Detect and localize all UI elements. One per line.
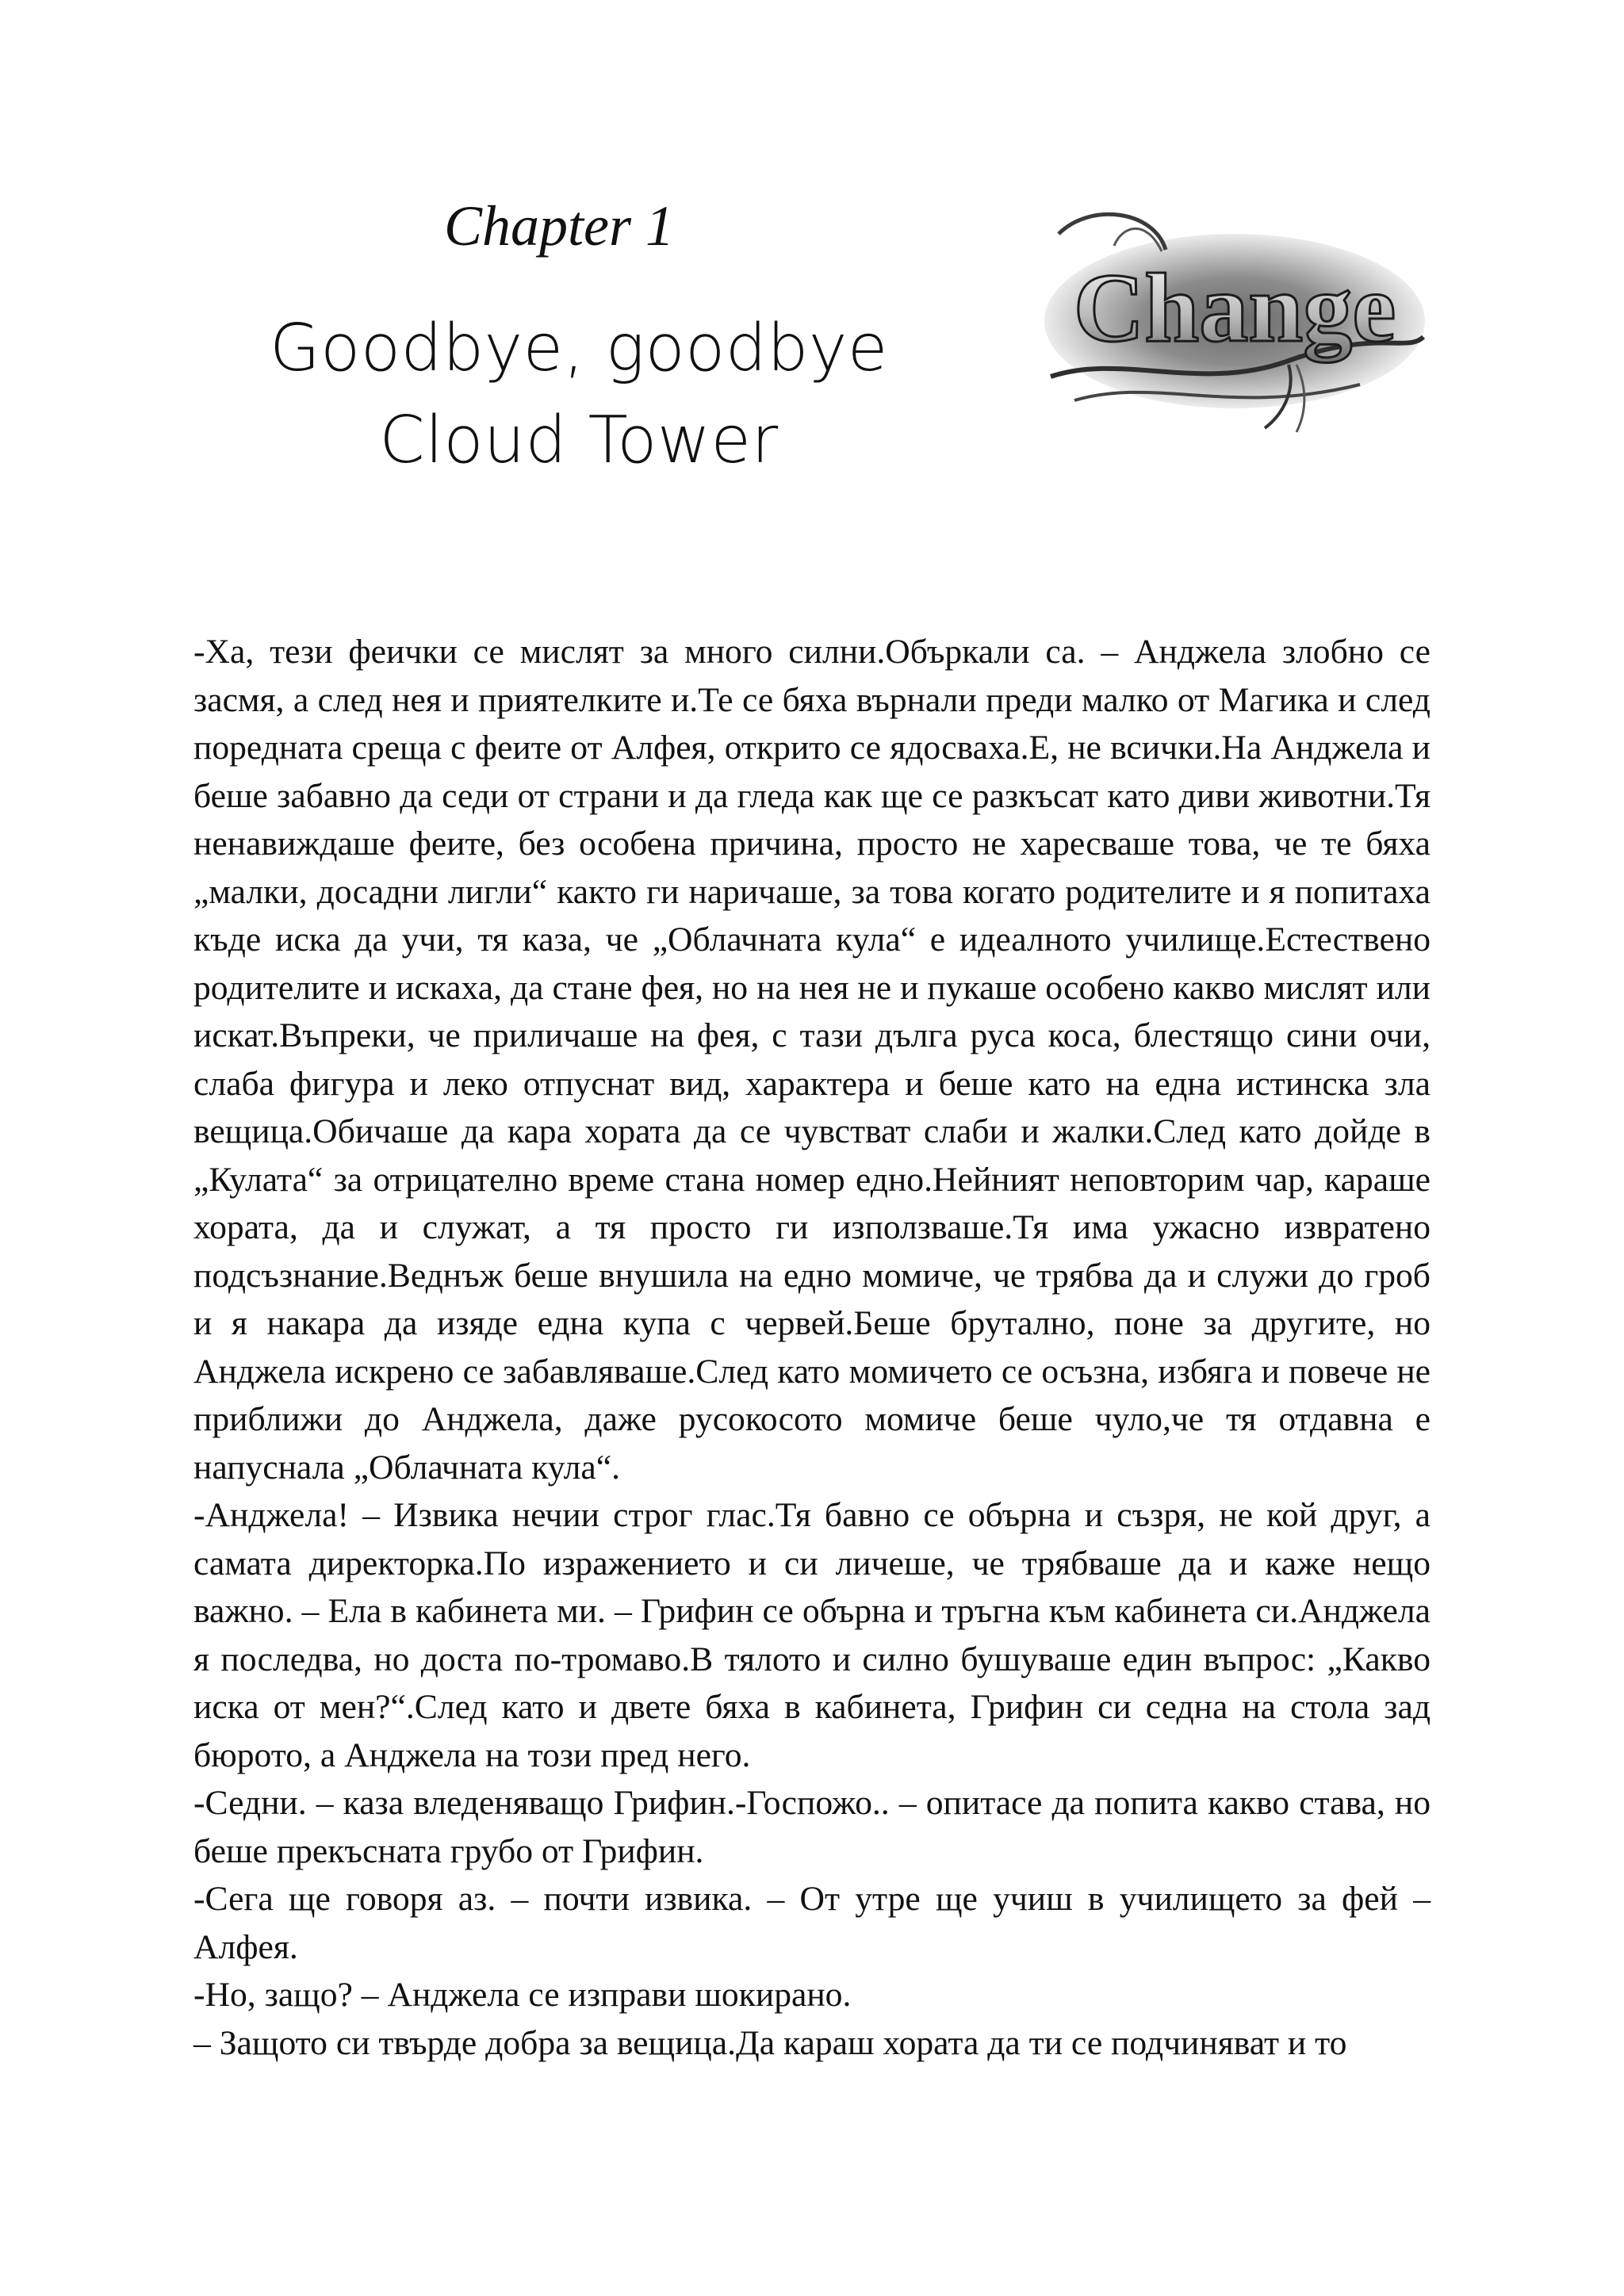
change-logo-icon	[1027, 202, 1439, 440]
chapter-title-line-2: Cloud Tower	[379, 403, 779, 478]
story-paragraph: -Сега ще говоря аз. – почти извика. – От утре ще учиш в училището за фей – Алфея.	[193, 1880, 1431, 1966]
chapter-title-line-1: Goodbye, goodbye	[270, 311, 888, 386]
story-paragraph: – Защото си твърде добра за вещица.Да караш хората да ти се подчиняват и то	[193, 2023, 1347, 2062]
story-text	[193, 628, 1431, 2067]
story-paragraph: -Ха, тези феички се мислят за много силни.Объркали са. – Анджела злобно се засмя, а след нея и приятелките и.Те се бяха върнали преди малко от Магика и след поредната среща с феите от Алфея, открито се ядосваха.Е, не всички.На Анджела и беше забавно да седи от страни и да гледа как ще се разкъсат като диви животни.Тя ненавиждаше феите, без особена причина, просто не харесваше това, че те бяха „малки, досадни лигли“ както ги наричаше, за това когато родителите и я попитаха къде иска да учи, тя каза, че „Облачната кула“ е идеалното училище.Естествено родителите и искаха, да стане фея, но на нея не и пукаше особено какво мислят или искат.Въпреки, че приличаше на фея, с тази дълга руса коса, блестящо сини очи, слаба фигура и леко отпуснат вид, характера и беше като на една истинска зла вещица.Обичаше да кара хората да се чувстват слаби и жалки.След като дойде в „Кулата“ за отрицателно време стана номер едно.Нейният неповторим чар, караше хората, да и служат, а тя просто ги използваше.Тя има ужасно извратено подсъзнание.Веднъж беше внушила на едно момиче, че трябва да и служи до гроб и я накара да изяде една купа с червей.Беше брутално, поне за другите, но Анджела искрено се забавляваше.След като момичето се осъзна, избяга и повече не приближи до Анджела, даже русокосото момиче беше чуло,че тя отдавна е напуснала „Облачната кула“.	[193, 633, 1431, 1487]
story-paragraph: -Седни. – каза вледеняващо Грифин.-Госпожо.. – опитасе да попита какво става, но беше прекъсната грубо от Грифин.	[193, 1784, 1431, 1870]
story-paragraph: -Анджела! – Извика нечии строг глас.Тя бавно се обърна и съзря, не кой друг, а самата директорка.По изражението и си личеше, че трябваше да и каже нещо важно. – Ела в кабинета ми. – Грифин се обърна и тръгна към кабинета си.Анджела я последва, но доста по-тромаво.В тялото и силно бушуваше един въпрос: „Какво иска от мен?“.След като и двете бяха в кабинета, Грифин си седна на стола зад бюрото, а Анджела на този пред него.	[193, 1496, 1431, 1774]
chapter-title	[222, 303, 936, 487]
chapter-number: Chapter 1	[444, 194, 675, 258]
svg-text:Change: Change	[1073, 254, 1396, 362]
story-paragraph: -Но, защо? – Анджела се изправи шокирано.	[193, 1976, 852, 2014]
